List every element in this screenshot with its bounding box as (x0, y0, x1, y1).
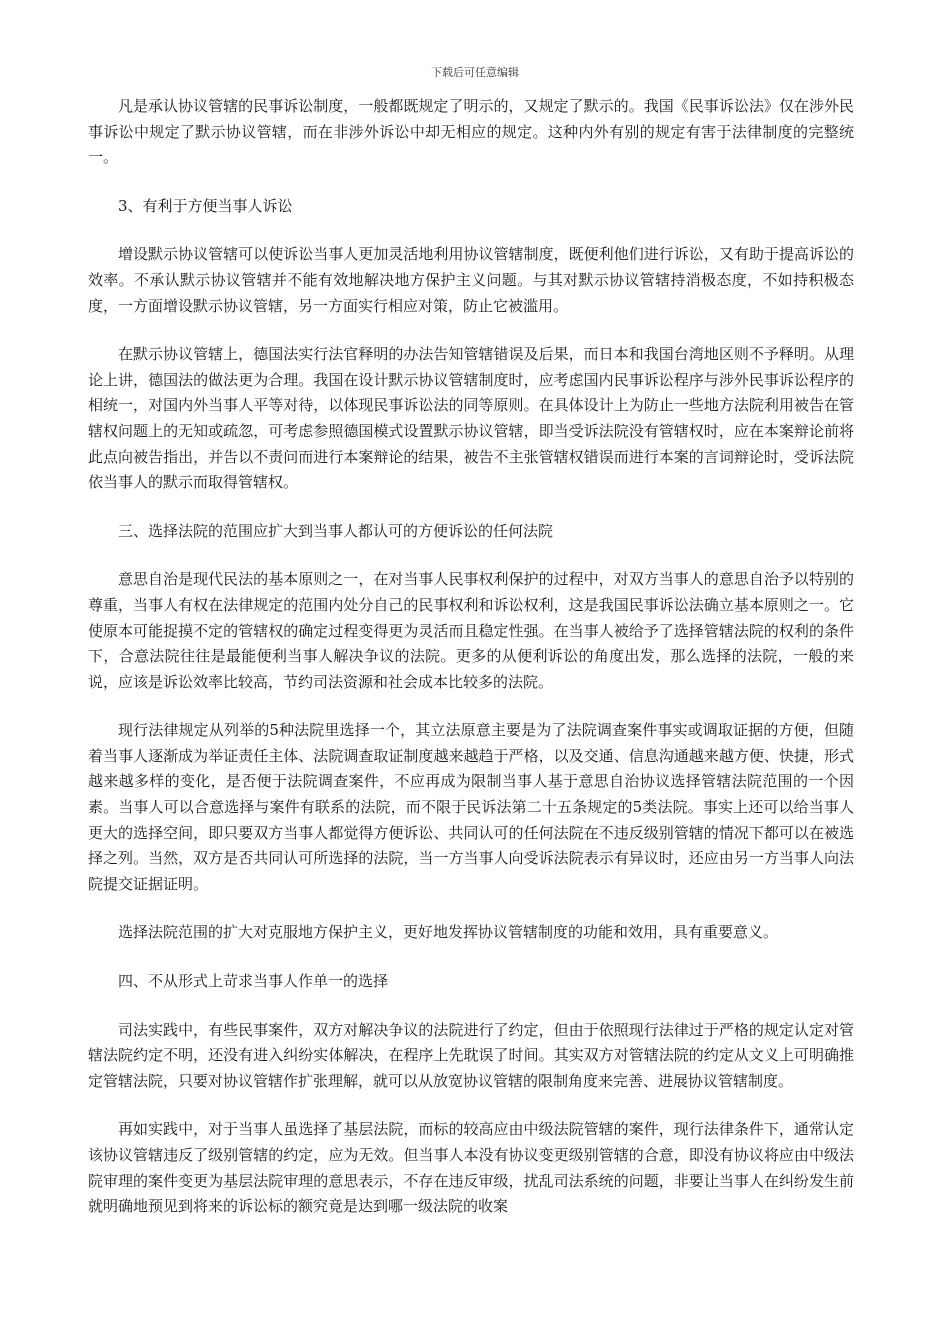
section-heading: 四、不从形式上苛求当事人作单一的选择 (118, 972, 389, 991)
paragraph: 在默示协议管辖上，德国法实行法官释明的办法告知管辖错误及后果，而日本和我国台湾地区则不予释明。从理论上讲，德国法的做法更为合理。我国在设计默示协议管辖制度时，应考虑国内民事诉讼程序与涉外民事诉讼程序的相统一，对国内外当事人平等对待，以体现民事诉讼法的同等原则。在具体设计上为防止一些地方法院利用被告在管辖权问题上的无知或疏忽，可考虑参照德国模式设置默示协议管辖，即当受诉法院没有管辖权时，应在本案辩论前将此点向被告指出，并告以不责问而进行本案辩论的结果，被告不主张管辖权错误而进行本案的言词辩论时，受诉法院依当事人的默示而取得管辖权。 (88, 345, 854, 492)
paragraph: 意思自治是现代民法的基本原则之一，在对当事人民事权利保护的过程中，对双方当事人的意思自治予以特别的尊重，当事人有权在法律规定的范围内处分自己的民事权利和诉讼权利，这是我国民事诉讼法确立基本原则之一。它使原本可能捉摸不定的管辖权的确定过程变得更为灵活而且稳定性强。在当事人被给予了选择管辖法院的权利的条件下，合意法院往往是最能便利当事人解决争议的法院。更多的从便利诉讼的角度出发，那么选择的法院，一般的来说，应该是诉讼效率比较高，节约司法资源和社会成本比较多的法院。 (88, 570, 854, 691)
paragraph: 再如实践中，对于当事人虽选择了基层法院，而标的较高应由中级法院管辖的案件，现行法律条件下，通常认定该协议管辖违反了级别管辖的约定，应为无效。但当事人本没有协议变更级别管辖的合意，即没有协议将应由中级法院审理的案件变更为基层法院审理的意思表示，不存在违反审级，扰乱司法系统的问题，非要让当事人在纠纷发生前就明确地预见到将来的诉讼标的额究竟是达到哪一级法院的收案 (88, 1120, 854, 1216)
paragraph: 现行法律规定从列举的5种法院里选择一个，其立法原意主要是为了法院调查案件事实或调取证据的方便，但随着当事人逐渐成为举证责任主体、法院调查取证制度越来越趋于严格，以及交通、信息沟通越来越方便、快捷，形式越来越多样的变化，是否便于法院调查案件，不应再成为限制当事人基于意思自治协议选择管辖法院范围的一个因素。当事人可以合意选择与案件有联系的法院，而不限于民诉法第二十五条规定的5类法院。事实上还可以给当事人更大的选择空间，即只要双方当事人都觉得方便诉讼、共同认可的任何法院在不违反级别管辖的情况下都可以在被选择之列。当然，双方是否共同认可所选择的法院，当一方当事人向受诉法院表示有异议时，还应由另一方当事人向法院提交证据证明。 (88, 721, 854, 893)
section-heading: 3、有利于方便当事人诉讼 (118, 196, 293, 215)
page-header: 下载后可任意编辑 (431, 66, 519, 79)
paragraph: 增设默示协议管辖可以使诉讼当事人更加灵活地利用协议管辖制度，既便利他们进行诉讼，又有助于提高诉讼的效率。不承认默示协议管辖并不能有效地解决地方保护主义问题。与其对默示协议管辖持消极态度，不如持积极态度，一方面增设默示协议管辖，另一方面实行相应对策，防止它被滥用。 (88, 245, 854, 315)
paragraph: 选择法院范围的扩大对克服地方保护主义，更好地发挥协议管辖制度的功能和效用，具有重要意义。 (118, 923, 779, 942)
section-heading: 三、选择法院的范围应扩大到当事人都认可的方便诉讼的任何法院 (118, 521, 554, 540)
paragraph: 司法实践中，有些民事案件，双方对解决争议的法院进行了约定，但由于依照现行法律过于严格的规定认定对管辖法院约定不明，还没有进入纠纷实体解决，在程序上先耽误了时间。其实双方对管辖法院的约定从文义上可明确推定管辖法院，只要对协议管辖作扩张理解，就可以从放宽协议管辖的限制角度来完善、进展协议管辖制度。 (88, 1020, 854, 1090)
document-body (88, 94, 854, 1243)
paragraph: 凡是承认协议管辖的民事诉讼制度，一般都既规定了明示的，又规定了默示的。我国《民事诉讼法》仅在涉外民事诉讼中规定了默示协议管辖，而在非涉外诉讼中却无相应的规定。这种内外有别的规定有害于法律制度的完整统一。 (88, 97, 854, 167)
